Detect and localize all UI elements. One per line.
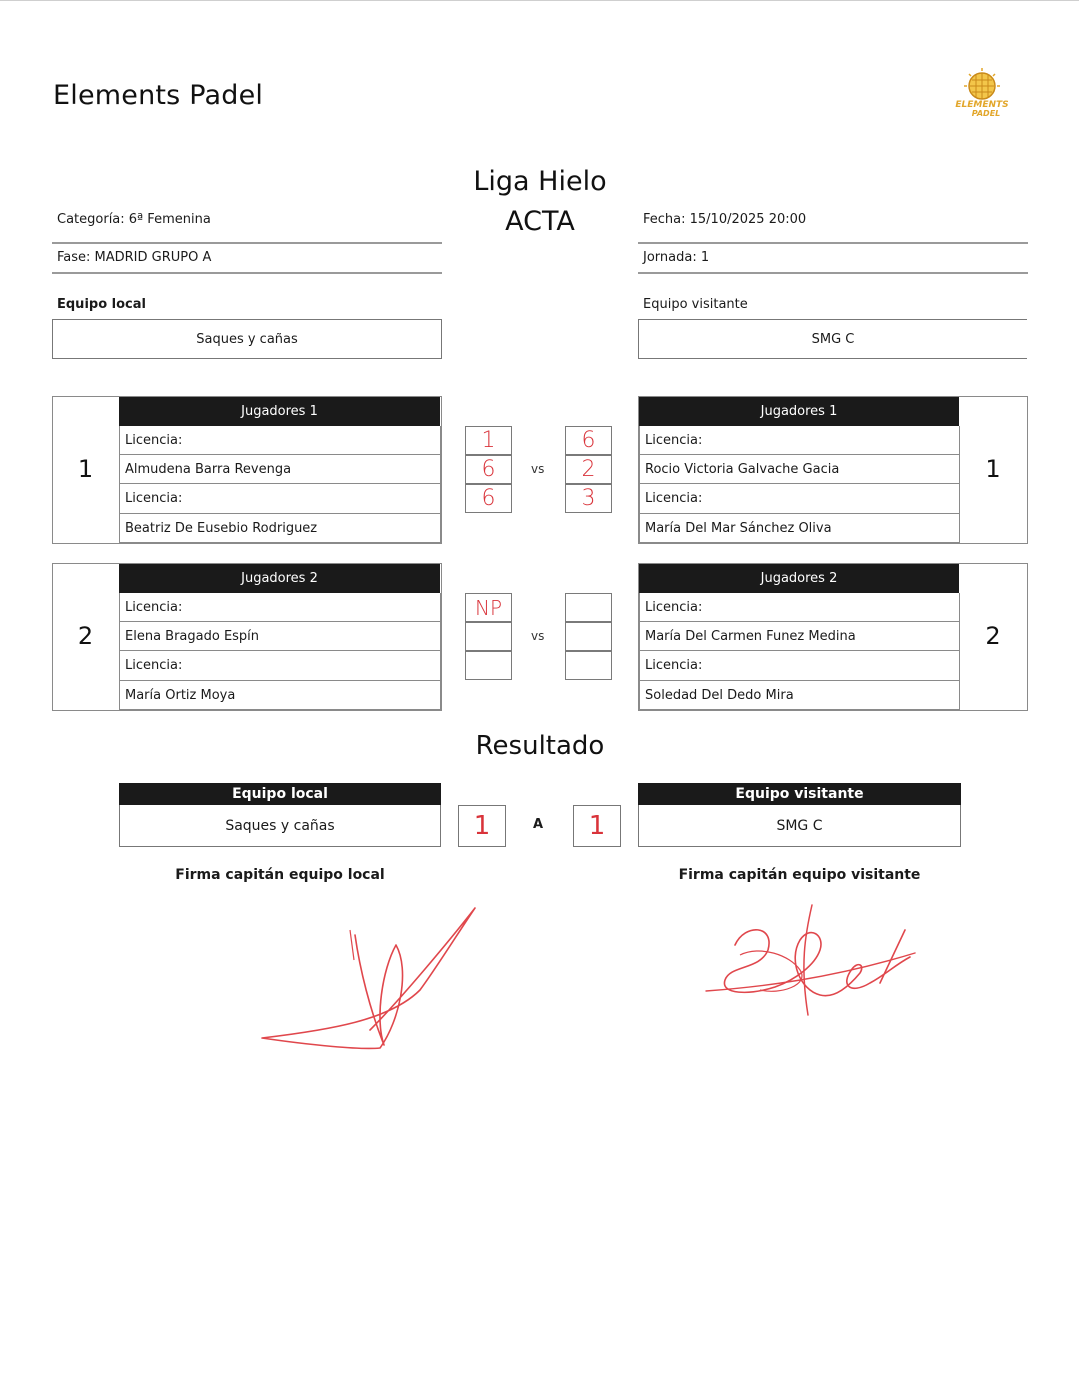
match-1-local-player-1: Almudena Barra Revenga bbox=[119, 455, 441, 484]
elements-padel-logo bbox=[950, 66, 1014, 122]
match-1-away-set-3[interactable]: 3 bbox=[565, 484, 612, 513]
match-2-away-set-2[interactable] bbox=[565, 622, 612, 651]
league-title: Liga Hielo bbox=[473, 166, 607, 197]
match-1-away-set-1[interactable]: 6 bbox=[565, 426, 612, 455]
logo-text-line2: PADEL bbox=[971, 109, 1001, 118]
match-2-local-license-2: Licencia: bbox=[119, 651, 441, 681]
date-underline bbox=[638, 242, 1028, 244]
category-underline bbox=[52, 242, 442, 244]
logo-text-line1: ELEMENTS bbox=[955, 100, 1009, 110]
match-2-local-number: 2 bbox=[77, 622, 94, 650]
match-1-local-set-1[interactable]: 1 bbox=[465, 426, 512, 455]
match-1-away-player-1: Rocio Victoria Galvache Gacia bbox=[639, 455, 960, 484]
match-1-local-number: 1 bbox=[77, 455, 94, 483]
sun-ball-icon bbox=[964, 68, 1000, 99]
match-2-vs: vs bbox=[531, 629, 545, 643]
away-team-name-box bbox=[638, 319, 1027, 359]
result-title: Resultado bbox=[475, 731, 605, 761]
away-team-name: SMG C bbox=[811, 331, 855, 347]
local-captain-signature bbox=[250, 900, 490, 1060]
match-1-away-license-1: Licencia: bbox=[639, 426, 960, 455]
result-away-team: SMG C bbox=[638, 805, 961, 847]
document-type: ACTA bbox=[505, 206, 575, 237]
match-1-away-header: Jugadores 1 bbox=[639, 397, 959, 426]
round-underline bbox=[638, 272, 1028, 274]
match-1-local-set-3[interactable]: 6 bbox=[465, 484, 512, 513]
phase-text: Fase: MADRID GRUPO A bbox=[57, 250, 212, 265]
match-2-local-player-1: Elena Bragado Espín bbox=[119, 622, 441, 651]
match-2-local-set-2[interactable] bbox=[465, 622, 512, 651]
match-1-away-player-2: María Del Mar Sánchez Oliva bbox=[639, 514, 960, 543]
match-2-away-license-1: Licencia: bbox=[639, 593, 960, 622]
local-team-name: Saques y cañas bbox=[196, 331, 298, 347]
match-1-local-header: Jugadores 1 bbox=[119, 397, 440, 426]
match-2-local-set-3[interactable] bbox=[465, 651, 512, 680]
match-1-vs: vs bbox=[531, 462, 545, 476]
local-team-label: Equipo local bbox=[57, 297, 146, 312]
away-team-label: Equipo visitante bbox=[643, 297, 748, 312]
result-separator: A bbox=[533, 817, 544, 832]
match-2-local-header: Jugadores 2 bbox=[119, 564, 440, 593]
date-text: Fecha: 15/10/2025 20:00 bbox=[643, 212, 807, 227]
result-local-score[interactable]: 1 bbox=[458, 805, 506, 847]
match-1-away-license-2: Licencia: bbox=[639, 484, 960, 514]
match-2-away-player-2: Soledad Del Dedo Mira bbox=[639, 681, 960, 710]
match-2-away-number: 2 bbox=[985, 622, 1001, 650]
match-2-away-set-1[interactable] bbox=[565, 593, 612, 622]
match-1-local-license-1: Licencia: bbox=[119, 426, 441, 455]
match-2-away-set-3[interactable] bbox=[565, 651, 612, 680]
round-text: Jornada: 1 bbox=[643, 250, 710, 265]
organization-title: Elements Padel bbox=[53, 80, 264, 111]
match-2-away-player-1: María Del Carmen Funez Medina bbox=[639, 622, 960, 651]
match-2-local-player-2: María Ortiz Moya bbox=[119, 681, 441, 710]
match-1-local-player-2: Beatriz De Eusebio Rodriguez bbox=[119, 514, 441, 543]
match-2-local-set-1[interactable]: NP bbox=[465, 593, 512, 622]
local-team-name-box bbox=[52, 319, 442, 359]
local-captain-signature-label: Firma capitán equipo local bbox=[175, 867, 385, 883]
match-1-local-set-2[interactable]: 6 bbox=[465, 455, 512, 484]
match-1-away-set-2[interactable]: 2 bbox=[565, 455, 612, 484]
category-text: Categoría: 6ª Femenina bbox=[57, 212, 211, 227]
match-2-away-header: Jugadores 2 bbox=[639, 564, 959, 593]
result-away-header: Equipo visitante bbox=[638, 783, 961, 805]
phase-underline bbox=[52, 272, 442, 274]
match-1-local-license-2: Licencia: bbox=[119, 484, 441, 514]
top-divider bbox=[0, 0, 1079, 1]
result-local-header: Equipo local bbox=[119, 783, 441, 805]
away-captain-signature bbox=[700, 895, 930, 1030]
result-away-score[interactable]: 1 bbox=[573, 805, 621, 847]
result-local-team: Saques y cañas bbox=[119, 805, 441, 847]
match-2-away-license-2: Licencia: bbox=[639, 651, 960, 681]
away-captain-signature-label: Firma capitán equipo visitante bbox=[678, 867, 921, 883]
match-2-local-license-1: Licencia: bbox=[119, 593, 441, 622]
match-1-away-number: 1 bbox=[985, 455, 1001, 483]
